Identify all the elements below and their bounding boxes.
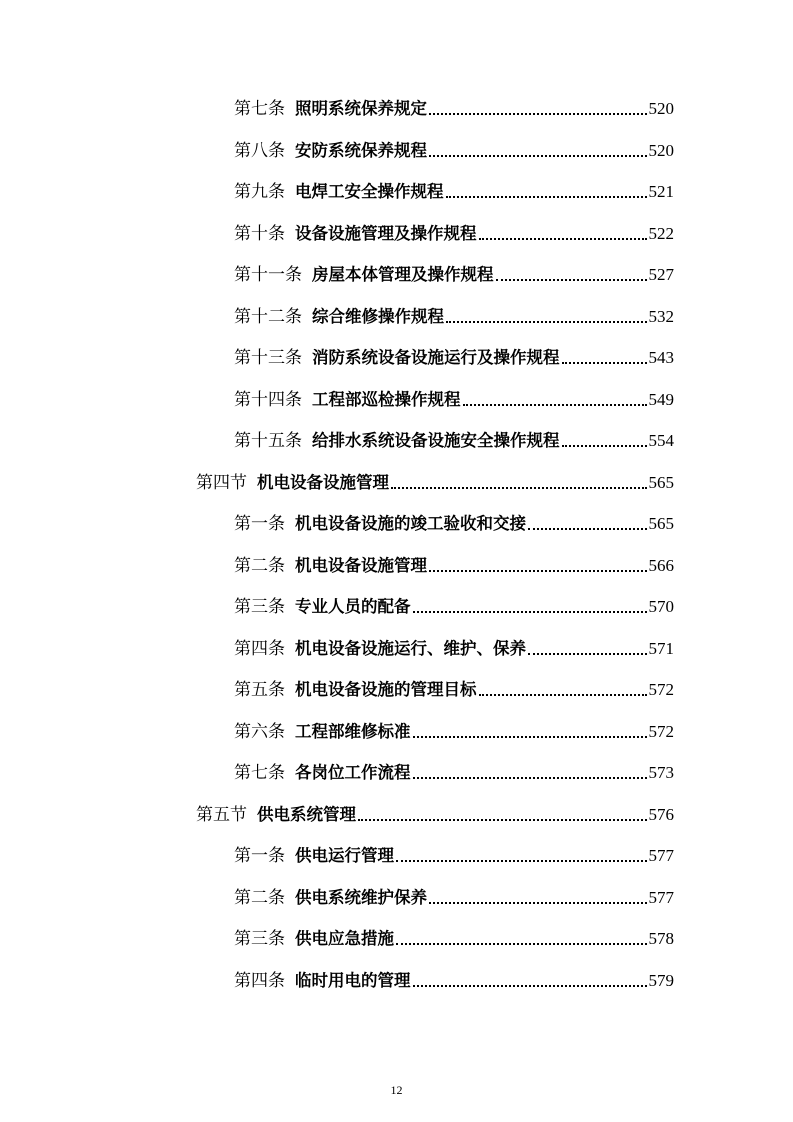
toc-dot-leader [413, 777, 647, 779]
toc-entry-label [234, 555, 427, 577]
toc-entry-page: 572 [648, 721, 674, 741]
toc-entry[interactable] [234, 713, 674, 743]
toc-entry[interactable] [234, 837, 674, 867]
toc-entry-title: 机电设备设施的竣工验收和交接 [295, 514, 526, 533]
toc-entry-label [234, 98, 427, 120]
toc-entry-page: 566 [648, 555, 674, 575]
toc-entry-number: 第七条 [234, 99, 285, 119]
toc-entry-label [234, 970, 411, 992]
toc-dot-leader [479, 238, 647, 240]
toc-dot-leader [429, 113, 647, 115]
toc-entry-page: 572 [648, 680, 674, 699]
toc-entry-page: 571 [648, 638, 674, 658]
toc-entry[interactable] [234, 505, 674, 535]
toc-entry-page: 579 [648, 970, 674, 990]
toc-entry-label [196, 804, 356, 826]
toc-entry[interactable] [234, 173, 674, 203]
toc-entry-label [234, 928, 394, 950]
toc-entry-page: 576 [648, 804, 674, 824]
toc-dot-leader [429, 570, 647, 572]
toc-entry-label [234, 181, 444, 203]
toc-entry-number: 第八条 [234, 140, 285, 161]
toc-entry-number: 第五条 [234, 680, 285, 700]
toc-entry-label [234, 721, 411, 743]
toc-entry-label [234, 638, 526, 660]
toc-entry-page: 522 [648, 223, 674, 243]
toc-entry-number: 第四条 [234, 970, 285, 991]
toc-entry-number: 第二条 [234, 887, 285, 908]
toc-section-number: 第五节 [196, 804, 247, 825]
toc-entry-page: 578 [648, 929, 674, 948]
toc-dot-leader [391, 487, 647, 489]
toc-section-number: 第四节 [196, 472, 247, 493]
toc-entry-page: 577 [648, 846, 674, 865]
toc-entry-title: 供电应急措施 [295, 929, 394, 948]
toc-entry-number: 第十条 [234, 223, 285, 244]
toc-entry-title: 机电设备设施运行、维护、保养 [295, 638, 526, 658]
toc-entry-label [234, 513, 526, 535]
toc-entry-title: 工程部维修标准 [295, 721, 411, 741]
toc-entry-number: 第一条 [234, 846, 285, 866]
toc-entry-title: 安防系统保养规程 [295, 140, 427, 160]
toc-dot-leader [413, 985, 647, 987]
toc-entry[interactable] [234, 671, 674, 701]
toc-entry-title: 综合维修操作规程 [312, 306, 444, 326]
toc-entry-number: 第七条 [234, 763, 285, 783]
toc-entry[interactable] [234, 215, 674, 245]
toc-entry[interactable] [234, 754, 674, 784]
toc-entry-number: 第二条 [234, 555, 285, 576]
toc-entry-number: 第四条 [234, 638, 285, 659]
toc-dot-leader [528, 653, 647, 655]
toc-entry-page: 521 [648, 182, 674, 201]
toc-entry-label [234, 430, 560, 452]
toc-entry-label [234, 223, 477, 245]
toc-entry-number: 第三条 [234, 597, 285, 617]
toc-entry-title: 设备设施管理及操作规程 [295, 223, 477, 243]
toc-entry-page: 554 [648, 431, 674, 450]
toc-entry[interactable] [234, 422, 674, 452]
toc-dot-leader [446, 196, 647, 198]
toc-entry-page: 520 [648, 140, 674, 160]
toc-dot-leader [562, 362, 647, 364]
toc-entry-label [234, 596, 411, 618]
toc-entry-page: 520 [648, 99, 674, 118]
toc-entry-page: 543 [648, 348, 674, 367]
toc-dot-leader [528, 528, 647, 530]
toc-entry-title: 电焊工安全操作规程 [295, 182, 444, 201]
toc-entry-page: 549 [648, 389, 674, 409]
toc-entry-number: 第九条 [234, 182, 285, 202]
toc-entry-title: 专业人员的配备 [295, 597, 411, 616]
toc-entry[interactable] [234, 920, 674, 950]
toc-section-title: 机电设备设施管理 [257, 472, 389, 492]
toc-entry[interactable] [234, 630, 674, 660]
toc-dot-leader [496, 279, 647, 281]
toc-entry-number: 第十三条 [234, 348, 302, 368]
toc-entry-title: 照明系统保养规定 [295, 99, 427, 118]
toc-entry-title: 供电运行管理 [295, 846, 394, 865]
toc-dot-leader [562, 445, 647, 447]
toc-entry-page: 565 [648, 472, 674, 492]
toc-entry-title: 机电设备设施的管理目标 [295, 680, 477, 699]
toc-dot-leader [358, 819, 647, 821]
toc-entry-title: 各岗位工作流程 [295, 763, 411, 782]
toc-section-entry[interactable] [196, 796, 674, 826]
toc-entry[interactable] [234, 547, 674, 577]
toc-entry-page: 573 [648, 763, 674, 782]
toc-entry-title: 供电系统维护保养 [295, 887, 427, 907]
toc-dot-leader [396, 860, 647, 862]
toc-entry[interactable] [234, 298, 674, 328]
toc-entry[interactable] [234, 381, 674, 411]
page-number: 12 [390, 1083, 403, 1097]
toc-dot-leader [396, 943, 647, 945]
toc-entry-label [234, 762, 411, 784]
toc-dot-leader [413, 736, 647, 738]
toc-entry[interactable] [234, 132, 674, 162]
toc-entry-label [234, 306, 444, 328]
toc-entry-label [234, 845, 394, 867]
toc-dot-leader [479, 694, 647, 696]
toc-entry-number: 第十二条 [234, 306, 302, 327]
toc-entry-number: 第三条 [234, 929, 285, 949]
toc-entry-title: 给排水系统设备设施安全操作规程 [312, 431, 560, 450]
toc-entry-number: 第十四条 [234, 389, 302, 410]
toc-entry-page: 570 [648, 597, 674, 616]
toc-entry-page: 527 [648, 265, 674, 284]
toc-dot-leader [463, 404, 647, 406]
toc-dot-leader [429, 155, 647, 157]
toc-entry-number: 第十五条 [234, 431, 302, 451]
toc-entry-page: 532 [648, 306, 674, 326]
toc-entry-page: 565 [648, 514, 674, 533]
toc-entry-label [234, 679, 477, 701]
toc-dot-leader [413, 611, 647, 613]
toc-entry[interactable] [234, 879, 674, 909]
toc-entry-label [234, 347, 560, 369]
toc-entry-label [234, 264, 494, 286]
toc-entry-label [234, 389, 461, 411]
toc-entry-title: 消防系统设备设施运行及操作规程 [312, 348, 560, 367]
toc-entry[interactable] [234, 90, 674, 120]
toc-entry-page: 577 [648, 887, 674, 907]
toc-entry-number: 第一条 [234, 514, 285, 534]
toc-entry-number: 第六条 [234, 721, 285, 742]
toc-entry[interactable] [234, 339, 674, 369]
toc-entry-label [196, 472, 389, 494]
toc-dot-leader [429, 902, 647, 904]
toc-entry[interactable] [234, 256, 674, 286]
toc-entry[interactable] [234, 962, 674, 992]
toc-section-entry[interactable] [196, 464, 674, 494]
toc-entry-title: 临时用电的管理 [295, 970, 411, 990]
toc-entry-label [234, 887, 427, 909]
toc-section-title: 供电系统管理 [257, 804, 356, 824]
toc-dot-leader [446, 321, 647, 323]
toc-entry[interactable] [234, 588, 674, 618]
toc-entry-number: 第十一条 [234, 265, 302, 285]
toc-entry-title: 机电设备设施管理 [295, 555, 427, 575]
toc-entry-title: 房屋本体管理及操作规程 [312, 265, 494, 284]
toc-entry-label [234, 140, 427, 162]
toc-entry-title: 工程部巡检操作规程 [312, 389, 461, 409]
